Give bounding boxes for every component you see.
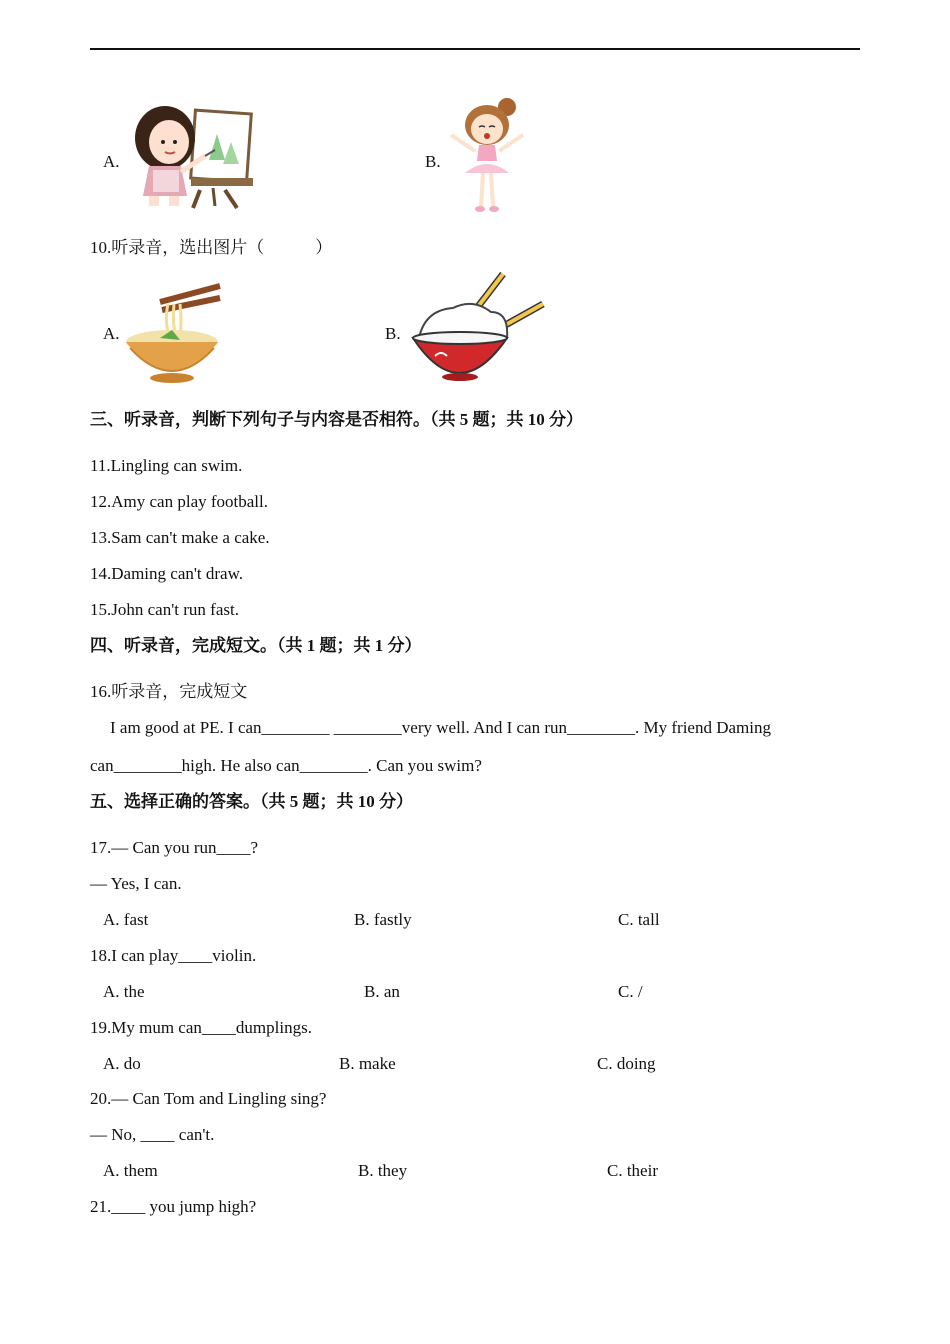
rice-bowl-picture[interactable]	[405, 268, 550, 386]
passage-line-2: can________high. He also can________. Can you swim?	[90, 756, 482, 775]
q9-option-b-label[interactable]: B.	[425, 152, 441, 171]
question-16: 16.听录音，完成短文	[90, 682, 248, 701]
q19-option-b[interactable]: B. make	[339, 1054, 396, 1073]
noodle-bowl-picture[interactable]	[120, 282, 225, 386]
girl-dancing-picture[interactable]	[445, 95, 530, 215]
q9-option-a-label[interactable]: A.	[103, 152, 120, 171]
q17-option-a[interactable]: A. fast	[103, 910, 149, 929]
passage-line-1: I am good at PE. I can________ ________very well. And I can run________. My friend Daming	[110, 718, 771, 737]
q20-option-a[interactable]: A. them	[103, 1161, 158, 1180]
q18-option-c[interactable]: C. /	[618, 982, 643, 1001]
question-15: 15.John can't run fast.	[90, 600, 239, 619]
question-21: 21.____ you jump high?	[90, 1197, 257, 1216]
q18-option-b[interactable]: B. an	[364, 982, 400, 1001]
q10-question: 10.听录音，选出图片（ ）	[90, 238, 333, 257]
question-12: 12.Amy can play football.	[90, 492, 268, 511]
question-20-answer-line: — No, ____ can't.	[90, 1125, 215, 1144]
section-3-heading: 三、听录音，判断下列句子与内容是否相符。（共 5 题；共 10 分）	[90, 410, 583, 429]
q20-option-c[interactable]: C. their	[607, 1161, 658, 1180]
question-19: 19.My mum can____dumplings.	[90, 1018, 312, 1037]
q19-option-a[interactable]: A. do	[103, 1054, 141, 1073]
girl-painting-picture[interactable]	[125, 100, 255, 210]
question-20: 20.— Can Tom and Lingling sing?	[90, 1089, 327, 1108]
question-11: 11.Lingling can swim.	[90, 456, 243, 475]
question-18: 18.I can play____violin.	[90, 946, 257, 965]
question-17: 17.— Can you run____?	[90, 838, 259, 857]
header-rule	[90, 48, 860, 50]
question-14: 14.Daming can't draw.	[90, 564, 244, 583]
q10-option-a-label[interactable]: A.	[103, 324, 120, 343]
q10-option-b-label[interactable]: B.	[385, 324, 401, 343]
q17-option-c[interactable]: C. tall	[618, 910, 660, 929]
question-17-answer-line: — Yes, I can.	[90, 874, 182, 893]
section-5-heading: 五、选择正确的答案。（共 5 题；共 10 分）	[90, 792, 413, 811]
q19-option-c[interactable]: C. doing	[597, 1054, 656, 1073]
q20-option-b[interactable]: B. they	[358, 1161, 408, 1180]
question-13: 13.Sam can't make a cake.	[90, 528, 270, 547]
section-4-heading: 四、听录音，完成短文。（共 1 题；共 1 分）	[90, 636, 422, 655]
q17-option-b[interactable]: B. fastly	[354, 910, 412, 929]
q18-option-a[interactable]: A. the	[103, 982, 145, 1001]
